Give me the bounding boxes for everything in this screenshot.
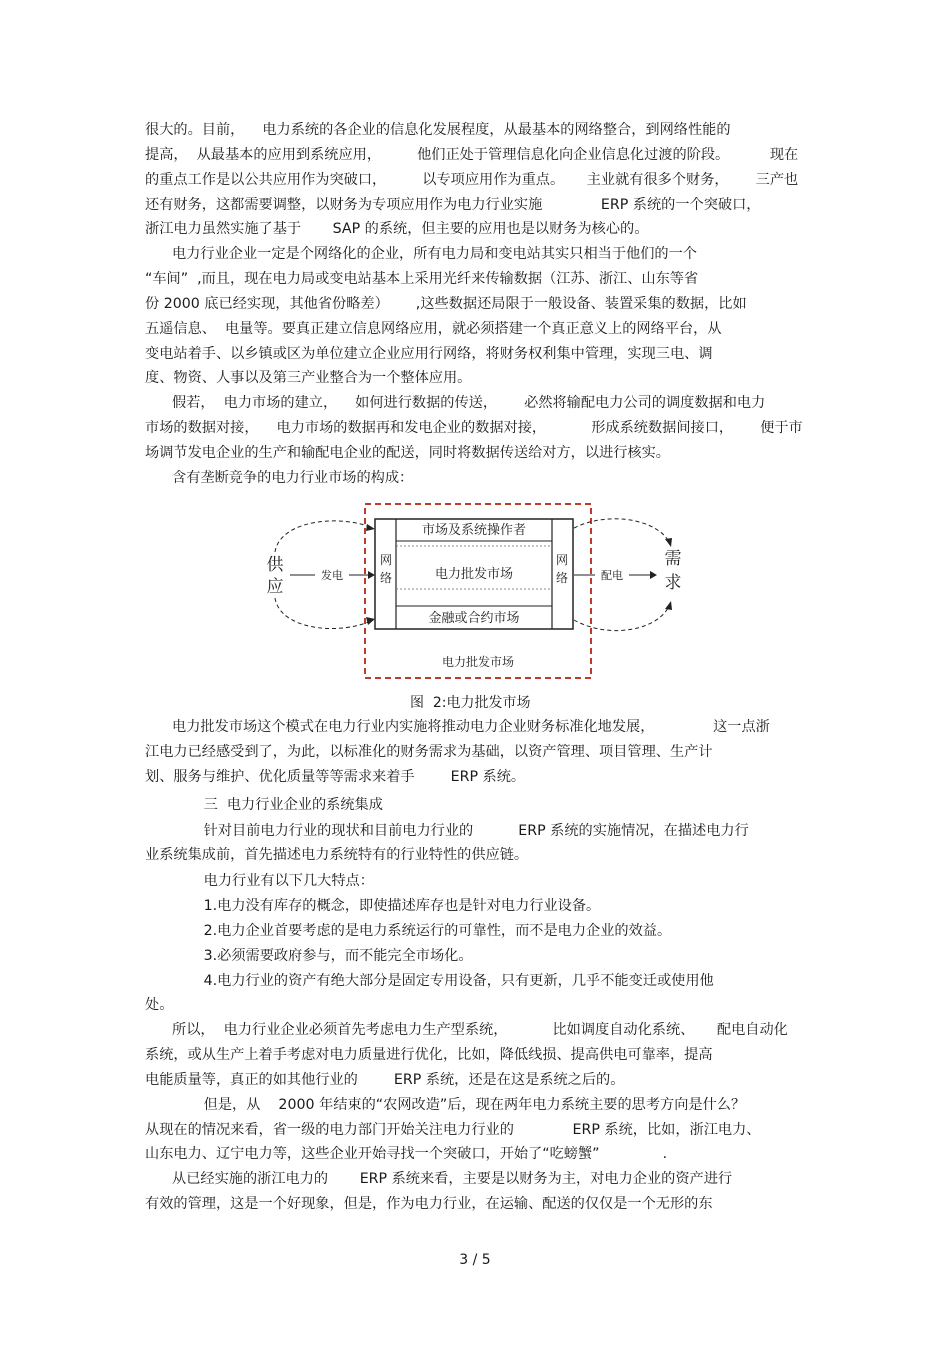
text-line: 五遥信息、 电量等。要真正建立信息网络应用，就必须搭建一个真正意义上的网络平台，从 bbox=[145, 321, 722, 337]
text-line: 山东电力、辽宁电力等，这些企业开始寻找一个突破口，开始了“吃螃蟹” . bbox=[145, 1146, 668, 1162]
box-wholesale-market: 电力批发市场 bbox=[434, 567, 514, 582]
text-line: 场调节发电企业的生产和输配电企业的配送，同时将数据传送给对方，以进行核实。 bbox=[145, 445, 670, 461]
demand-char1: 需 bbox=[664, 549, 682, 569]
text-line: 电力批发市场这个模式在电力行业内实施将推动电力企业财务标准化地发展， 这一点浙 bbox=[145, 719, 770, 735]
network-right-char1: 网 bbox=[555, 553, 569, 567]
market-structure-diagram bbox=[250, 500, 700, 682]
generation-label: 发电 bbox=[321, 569, 343, 582]
list-item: 4.电力行业的资产有绝大部分是固定专用设备，只有更新，几乎不能变迁或使用他 bbox=[145, 973, 714, 989]
page-number: 3 / 5 bbox=[459, 1252, 491, 1268]
text-line: 的重点工作是以公共应用作为突破口， 以专项应用作为重点。 主业就有很多个财务， 三产也 bbox=[145, 172, 799, 188]
network-left-char1: 网 bbox=[379, 553, 393, 567]
box-market-operator: 市场及系统操作者 bbox=[421, 523, 527, 538]
text-line: 度、物资、人事以及第三产业整合为一个整体应用。 bbox=[145, 370, 472, 386]
text-line: 假若， 电力市场的建立， 如何进行数据的传送， 必然将输配电力公司的调度数据和电力 bbox=[145, 395, 766, 411]
text-line: 含有垄断竞争的电力行业市场的构成： bbox=[145, 470, 414, 486]
text-line: 份 2000 底已经实现，其他省份略差） ,这些数据还局限于一般设备、装置采集的数据，比如 bbox=[145, 296, 747, 312]
text-line: 处。 bbox=[145, 997, 174, 1013]
list-item: 1.电力没有库存的概念，即使描述库存也是针对电力行业设备。 bbox=[145, 898, 601, 914]
network-left-char2: 络 bbox=[379, 571, 393, 585]
text-line: 针对目前电力行业的现状和目前电力行业的 ERP 系统的实施情况，在描述电力行 bbox=[145, 823, 749, 839]
text-line: 变电站着手、以乡镇或区为单位建立企业应用行网络，将财务权利集中管理，实现三电、调 bbox=[145, 346, 713, 362]
text-line: 电能质量等，真正的如其他行业的 ERP 系统，还是在这是系统之后的。 bbox=[145, 1072, 625, 1088]
text-line: 提高， 从最基本的应用到系统应用， 他们正处于管理信息化向企业信息化过渡的阶段。 现在 bbox=[145, 147, 799, 163]
text-line: 很大的。目前， 电力系统的各企业的信息化发展程度，从最基本的网络整合，到网络性能的 bbox=[145, 122, 731, 138]
text-line: “车间” ,而且，现在电力局或变电站基本上采用光纤来传输数据（江苏、浙江、山东等省 bbox=[145, 271, 699, 287]
text-line: 系统，或从生产上着手考虑对电力质量进行优化，比如，降低线损、提高供电可靠率，提高 bbox=[145, 1047, 713, 1063]
text-line: 还有财务，这都需要调整，以财务为专项应用作为电力行业实施 ERP 系统的一个突破口， bbox=[145, 197, 761, 213]
distribution-label: 配电 bbox=[601, 569, 623, 582]
outer-frame-label: 电力批发市场 bbox=[441, 655, 515, 669]
supply-char1: 供 bbox=[266, 555, 284, 575]
network-right-char2: 络 bbox=[555, 571, 569, 585]
text-line: 有效的管理，这是一个好现象，但是，作为电力行业，在运输、配送的仅仅是一个无形的东 bbox=[145, 1196, 713, 1212]
demand-char2: 求 bbox=[664, 573, 682, 593]
text-line: 电力行业有以下几大特点： bbox=[145, 873, 374, 889]
text-line: 从已经实施的浙江电力的 ERP 系统来看，主要是以财务为主，对电力企业的资产进行 bbox=[145, 1171, 733, 1187]
text-line: 业系统集成前，首先描述电力系统特有的行业特性的供应链。 bbox=[145, 847, 529, 863]
box-financial-market: 金融或合约市场 bbox=[428, 611, 520, 626]
text-line: 所以， 电力行业企业必须首先考虑电力生产型系统， 比如调度自动化系统、 配电自动化 bbox=[145, 1022, 788, 1038]
text-line: 电力行业企业一定是个网络化的企业，所有电力局和变电站其实只相当于他们的一个 bbox=[145, 246, 697, 262]
supply-char2: 应 bbox=[266, 577, 284, 597]
text-line: 从现在的情况来看，省一级的电力部门开始关注电力行业的 ERP 系统，比如，浙江电力、 bbox=[145, 1122, 761, 1138]
text-line: 划、服务与维护、优化质量等等需求来着手 ERP 系统。 bbox=[145, 769, 526, 785]
text-line: 但是，从 2000 年结束的“农网改造”后，现在两年电力系统主要的思考方向是什么？ bbox=[145, 1097, 746, 1113]
section-heading: 三 电力行业企业的系统集成 bbox=[145, 797, 383, 813]
list-item: 2.电力企业首要考虑的是电力系统运行的可靠性，而不是电力企业的效益。 bbox=[145, 923, 672, 939]
text-line: 江电力已经感受到了，为此，以标准化的财务需求为基础，以资产管理、项目管理、生产计 bbox=[145, 744, 713, 760]
list-item: 3.必须需要政府参与，而不能完全市场化。 bbox=[145, 948, 473, 964]
text-line: 浙江电力虽然实施了基于 SAP 的系统，但主要的应用也是以财务为核心的。 bbox=[145, 221, 649, 237]
figure-caption: 图 2:电力批发市场 bbox=[410, 695, 531, 711]
text-line: 市场的数据对接， 电力市场的数据再和发电企业的数据对接， 形成系统数据间接口， 便于市 bbox=[145, 420, 803, 436]
